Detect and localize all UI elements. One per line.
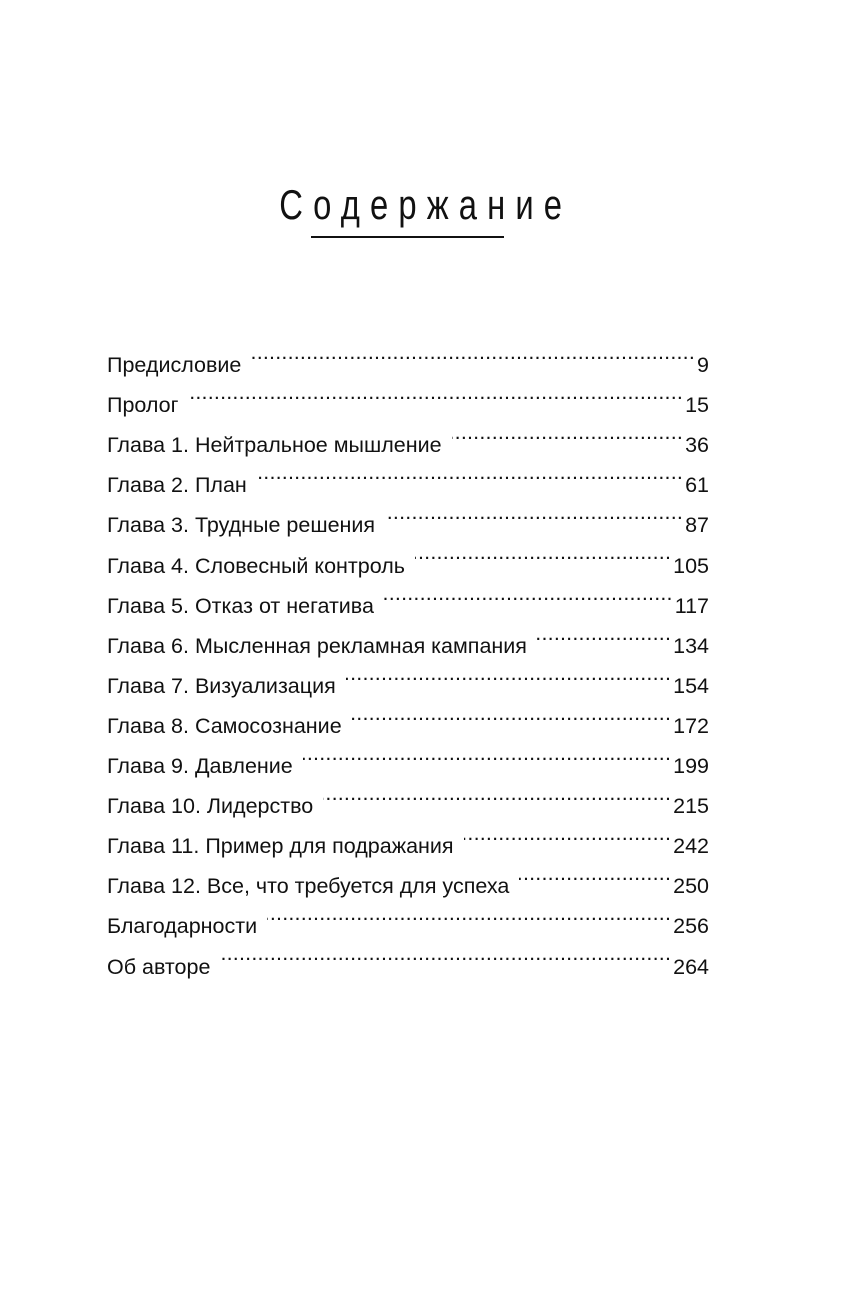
toc-entry-page: 134 — [673, 633, 709, 658]
toc-entry-title: Глава 3. Трудные решения — [107, 513, 376, 538]
toc-entry-title: Благодарности — [107, 914, 258, 939]
dot-leader — [537, 613, 671, 653]
toc-entry[interactable] — [107, 332, 709, 378]
toc-entry-page: 199 — [673, 754, 709, 779]
toc-entry-page: 250 — [673, 874, 709, 899]
title-underline — [311, 236, 504, 238]
toc-entry-title: Предисловие — [107, 353, 242, 378]
toc-entry-title: Глава 9. Давление — [107, 754, 293, 779]
page-title: Содержание — [279, 181, 572, 228]
page-heading — [0, 180, 845, 230]
table-of-contents — [107, 332, 709, 979]
toc-entry-page: 15 — [685, 393, 709, 418]
dot-leader — [452, 412, 684, 452]
dot-leader — [251, 332, 695, 372]
toc-entry-page: 105 — [673, 553, 709, 578]
toc-entry-page: 242 — [673, 834, 709, 859]
toc-entry-page: 117 — [674, 593, 709, 618]
toc-entry-title: Глава 6. Мысленная рекламная кампания — [107, 633, 527, 658]
toc-entry-page: 154 — [673, 673, 709, 698]
dot-leader — [323, 773, 671, 813]
toc-entry-title: Глава 11. Пример для подражания — [107, 834, 454, 859]
toc-entry-page: 256 — [673, 914, 709, 939]
toc-entry[interactable] — [107, 372, 709, 418]
dot-leader — [519, 853, 671, 893]
dot-leader — [415, 532, 671, 572]
toc-entry-title: Глава 2. План — [107, 473, 247, 498]
toc-entry-title: Глава 7. Визуализация — [107, 673, 336, 698]
toc-entry-page: 9 — [697, 353, 709, 378]
dot-leader — [267, 893, 671, 933]
toc-entry-page: 61 — [685, 473, 709, 498]
toc-entry-page: 36 — [685, 433, 709, 458]
toc-entry[interactable] — [107, 412, 709, 458]
toc-entry-title: Глава 1. Нейтральное мышление — [107, 433, 442, 458]
dot-leader — [384, 573, 673, 613]
toc-entry-title: Глава 10. Лидерство — [107, 794, 314, 819]
toc-entry-title: Глава 12. Все, что требуется для успеха — [107, 874, 510, 899]
dot-leader — [220, 933, 671, 973]
toc-entry-title: Глава 8. Самосознание — [107, 713, 342, 738]
dot-leader — [464, 813, 672, 853]
toc-entry-title: Об авторе — [107, 954, 211, 979]
dot-leader — [385, 492, 683, 532]
toc-entry-page: 264 — [673, 954, 709, 979]
toc-entry-page: 215 — [673, 794, 709, 819]
dot-leader — [303, 733, 671, 773]
toc-entry-title: Глава 5. Отказ от негатива — [107, 593, 374, 618]
toc-entry-title: Глава 4. Словесный контроль — [107, 553, 405, 578]
dot-leader — [188, 372, 683, 412]
toc-entry-page: 87 — [685, 513, 709, 538]
toc-entry-title: Пролог — [107, 393, 179, 418]
dot-leader — [257, 452, 683, 492]
dot-leader — [346, 653, 671, 693]
dot-leader — [352, 693, 671, 733]
toc-entry-page: 172 — [673, 713, 709, 738]
